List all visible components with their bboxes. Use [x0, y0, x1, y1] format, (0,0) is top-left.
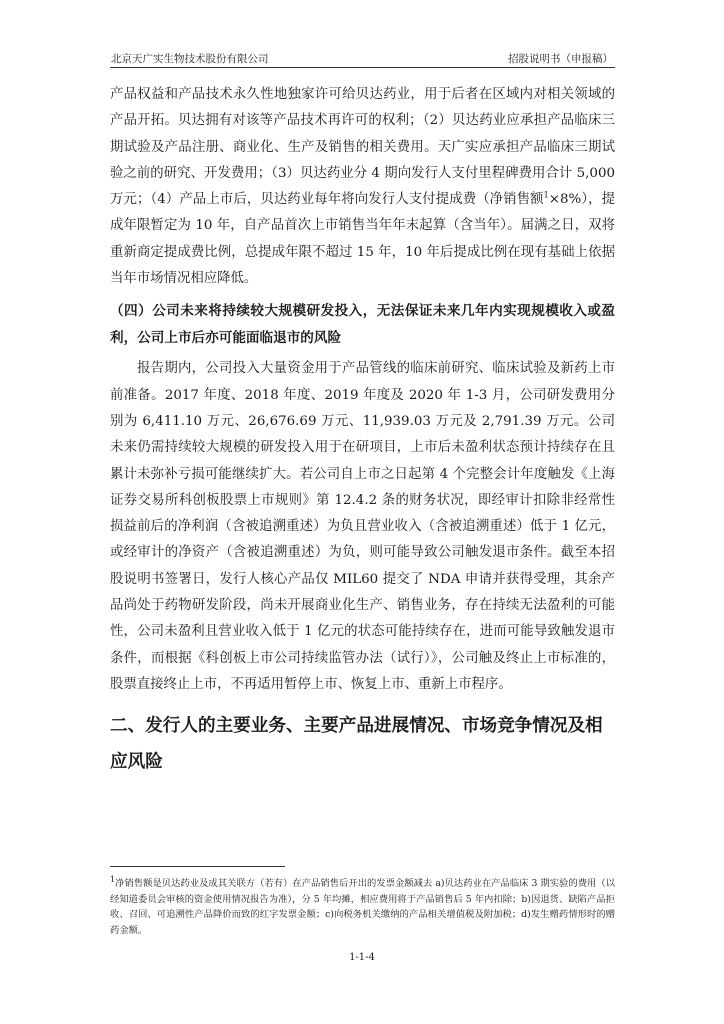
paragraph-license-terms-part1: 产品权益和产品技术永久性地独家许可给贝达药业，用于后者在区域内对相关领域的产品开拓。贝达拥有对该等产品技术再许可的权利；（2）贝达药业应承担产品临床三期试验及产品注册、商业化、生产及销售的相关费用。天广实应承担产品临床三期试验之前的研究、开发费用；（3）贝达药业分 4 期向发行人支付里程碑费用合计 5,000 万元；（4）产品上市后，贝达药业每年将向发行人支付提成费（净销售额: [110, 87, 615, 208]
risk-sub-heading: （四）公司未来将持续较大规模研发投入，无法保证未来几年内实现规模收入或盈利，公司上市后亦可能面临退市的风险: [110, 303, 615, 346]
main-content: [110, 82, 615, 780]
page-header: [110, 47, 615, 68]
footnote: [110, 876, 615, 938]
footnote-text: 净销售额是贝达药业及成其关联方（若有）在产品销售后开出的发票金额减去 a)贝达药业在产品临床 3 期实验的费用（以经知道委员会审核的资金使用情况报告为准），分 5 年均摊，相应费用将于产品销售后 5 年内扣除；b)因退货、缺陷产品拒收、召回、可追溯性产品降价而致的红字发票金额；c)向税务机关缴纳的产品相关增值税及附加税；d)发生赠药情形时的赠药金额。: [110, 878, 615, 936]
footnote-divider: [110, 866, 285, 867]
header-company-name: 北京天广实生物技术股份有限公司: [111, 53, 269, 65]
section-heading: 二、发行人的主要业务、主要产品进展情况、市场竞争情况及相应风险: [110, 716, 603, 773]
footnote-mark: 1: [110, 874, 116, 884]
paragraph-rd-investment-risk: 报告期内，公司投入大量资金用于产品管线的临床前研究、临床试验及新药上市前准备。2017 年度、2018 年度、2019 年度及 2020 年 1-3 月，公司研发费用分别为 6,411.10 万元、26,676.69 万元、11,939.03 万元及 2,791.39 万元。公司未来仍需持续较大规模的研发投入用于在研项目，上市后未盈利状态预计持续存在且累计未弥补亏损可能继续扩大。若公司自上市之日起第 4 个完整会计年度触发《上海证券交易所科创板股票上市规则》第 12.4.2 条的财务状况，即经审计扣除非经常性损益前后的净利润（含被追溯重述）为负且营业收入（含被追溯重述）低于 1 亿元，或经审计的净资产（含被追溯重述）为负，则可能导致公司触发退市条件。截至本招股说明书签署日，发行人核心产品仅 MIL60 提交了 NDA 申请并获得受理，其余产品尚处于药物研发阶段，尚未开展商业化生产、销售业务，存在持续无法盈利的可能性，公司未盈利且营业收入低于 1 亿元的状态可能持续存在，进而可能导致触发退市条件，而根据《科创板上市公司持续监管办法（试行）》，公司触及终止上市标准的，股票直接终止上市，不再适用暂停上市、恢复上市、重新上市程序。: [110, 361, 615, 692]
paragraph-license-terms-part2: ×8%），提成年限暂定为 10 年，自产品首次上市销售当年年末起算（含当年）。届满之日，双将重新商定提成费比例，总提成年限不超过 15 年，10 年后提成比例在现有基础上依据当年市场情况相应降低。: [110, 192, 615, 287]
page-number: 1-1-4: [349, 952, 375, 963]
paragraph-license-terms: [110, 82, 615, 292]
footnote-reference: 1: [543, 190, 549, 200]
header-document-type: 招股说明书（申报稿）: [508, 53, 613, 65]
